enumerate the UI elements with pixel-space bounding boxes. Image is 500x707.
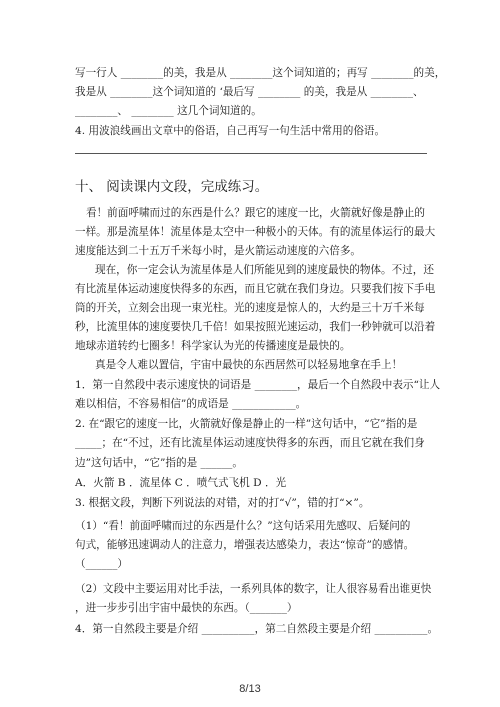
passage-line: 现在，你一定会认为流星体是人们所能见到的速度最快的物体。不过，还 [95,264,434,276]
divider [75,153,427,154]
text-line: 我是从 ________这个词知道的 ‘最后写 ________ 的美，我是从 ________、 [75,86,424,98]
page-number: 8/13 [239,683,261,695]
question-3: 3. 根据文段，判断下列说法的对错，对的打“√”，错的打“×”。 [75,497,370,509]
question-4: 4．第一自然段主要是介绍 __________，第二自然段主要是介绍 __________。 [75,623,439,635]
question-1: 难以相信，不容易相信”的成语是 ____________。 [75,398,307,410]
question-3-item-2: （2）文段中主要运用对比手法，一系列具体的数字，让人很容易看出谁更快 [75,583,432,595]
passage-line: 真是令人难以置信，宇宙中最快的东西居然可以轻易地拿在手上！ [95,359,403,371]
passage-line: 有比流星体运动速度快得多的东西，而且它就在我们身边。只要我们按下手电 [75,283,436,295]
question-3-item-2: ，进一步步引出宇宙中最快的东西。（_______） [75,602,298,614]
passage-line: 地球赤道转约七圈多！科学家认为光的传播速度是最快的。 [75,340,351,352]
passage-line: 一样。那是流星体！流星体是太空中一种极小的天体。有的流星体运行的最大 [75,226,436,238]
section-heading: 十、 阅读课内文段，完成练习。 [75,179,269,195]
passage-line: 筒的开关，立刻会出现一束光柱。光的速度是惊人的，大约是三十万千米每 [75,302,425,314]
question-3-item-1: 句式，能够迅速调动人的注意力，增强表达感染力，表达“惊奇”的感情。 [75,539,415,551]
question-2: _____；在“不过，还有比流星体运动速度快得多的东西，而且它就在我们身 [75,437,425,449]
passage-line: 看！前面呼啸而过的东西是什么？跟它的速度一比，火箭就好像是静止的 [86,207,425,219]
passage-line: 秒，比流里体的速度要快几千倍！如果按照光速运动，我们一秒钟就可以沿着 [75,321,436,333]
question-4-wavy-line: 4. 用波浪线画出文章中的俗语，自己再写一句生活中常用的俗语。 [75,125,386,137]
question-3-item-1: （1）“看！前面呼啸而过的东西是什么？”这句话采用先感叹、后疑问的 [75,520,411,532]
question-1: 1．第一自然段中表示速度快的词语是 ________，最后一个自然段中表示“让人 [75,379,441,391]
question-2: 边”这句话中，“它”指的是 ______。 [75,457,243,469]
answer-blank: （______） [75,558,128,570]
text-line: ________、 ________ 这几个词知道的。 [75,105,262,117]
text-line: 写一行人 ________的美，我是从 ________这个词知道的；再写 ________的美， [75,67,446,79]
question-2-options: A．火箭 B ．流星体 C ．喷气式飞机 D ．光 [75,477,287,489]
question-2: 2. 在“跟它的速度一比，火箭就好像是静止的一样”这句话中，“它”指的是 [75,418,418,430]
passage-line: 速度能达到二十五万千米每小时，是火箭运动速度的六倍多。 [75,245,362,257]
